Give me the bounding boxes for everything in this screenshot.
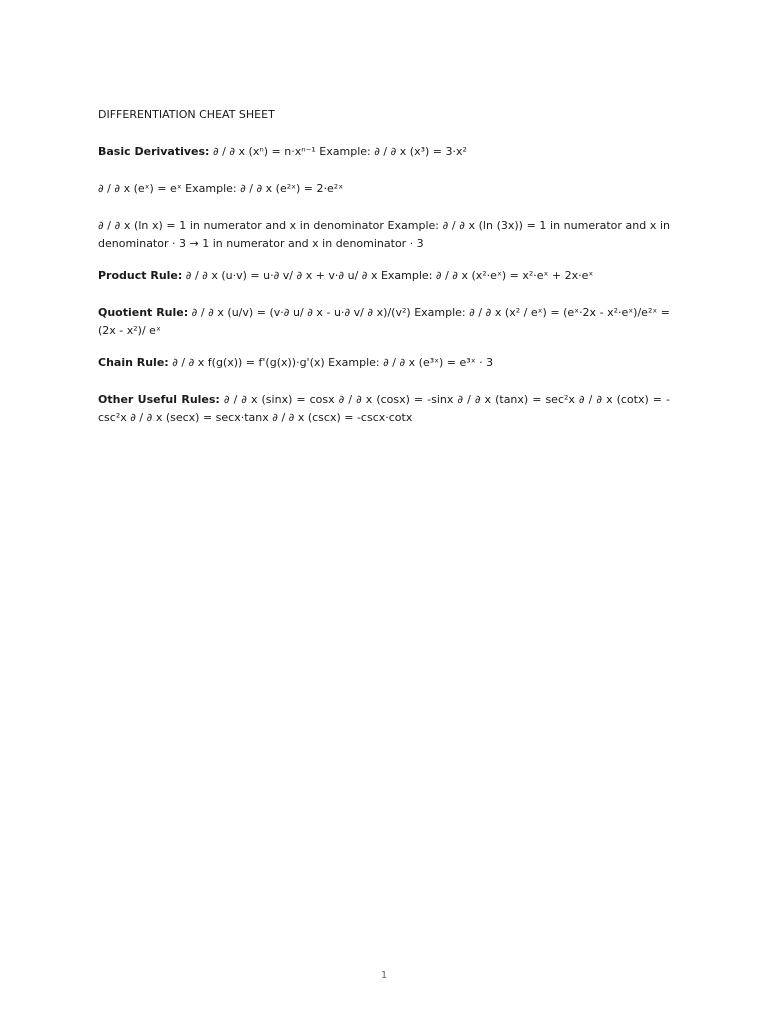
basic-derivatives-paragraph [98, 143, 670, 161]
paragraph-label: Quotient Rule: [98, 306, 189, 319]
quotient-rule-paragraph [98, 304, 670, 340]
product-rule-paragraph [98, 267, 670, 285]
paragraph-label: Other Useful Rules: [98, 393, 220, 406]
page-number: 1 [380, 970, 388, 981]
paragraph-text: ∂ / ∂ x f(g(x)) = f'(g(x))·g'(x) Example: ∂ / ∂ x (e³ˣ) = e³ˣ · 3 [168, 356, 494, 369]
paragraph-label: Product Rule: [98, 269, 183, 282]
paragraph-label: Chain Rule: [98, 356, 169, 369]
other-rules-paragraph [98, 391, 670, 427]
log-derivative-paragraph [98, 217, 670, 253]
paragraph-text: ∂ / ∂ x (u·v) = u·∂ v/ ∂ x + v·∂ u/ ∂ x Example: ∂ / ∂ x (x²·eˣ) = x²·eˣ + 2x·eˣ [182, 269, 594, 282]
document-title: DIFFERENTIATION CHEAT SHEET [98, 108, 275, 121]
paragraph-text: ∂ / ∂ x (eˣ) = eˣ Example: ∂ / ∂ x (e²ˣ) = 2·e²ˣ [98, 182, 344, 195]
exponential-derivative-paragraph [98, 180, 670, 198]
paragraph-label: Basic Derivatives: [98, 145, 210, 158]
chain-rule-paragraph [98, 354, 670, 372]
paragraph-text: ∂ / ∂ x (sinx) = cosx ∂ / ∂ x (cosx) = -sinx ∂ / ∂ x (tanx) = sec²x ∂ / ∂ x (cotx) = -csc²x ∂ / ∂ x (secx) = secx·tanx ∂ / ∂ x (cscx) = -cscx·cotx [98, 393, 670, 424]
document-page [98, 107, 670, 446]
paragraph-text: ∂ / ∂ x (u/v) = (v·∂ u/ ∂ x - u·∂ v/ ∂ x)/(v²) Example: ∂ / ∂ x (x² / eˣ) = (eˣ·2x - x²·eˣ)/e²ˣ = (2x - x²)/ eˣ [98, 306, 670, 337]
paragraph-text: ∂ / ∂ x (ln x) = 1 in numerator and x in denominator Example: ∂ / ∂ x (ln (3x)) = 1 in numerator and x in denominator · 3 → 1 in numerator and x in denominator · 3 [98, 219, 670, 250]
paragraph-text: ∂ / ∂ x (xⁿ) = n·xⁿ⁻¹ Example: ∂ / ∂ x (x³) = 3·x² [209, 145, 467, 158]
